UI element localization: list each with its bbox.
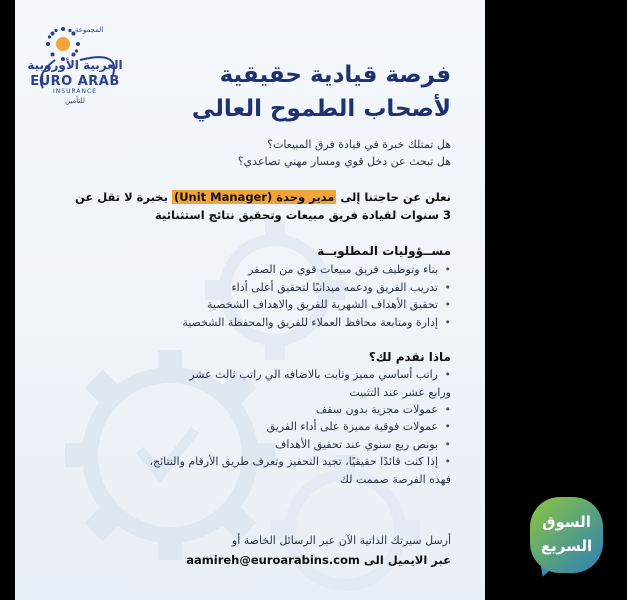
question-1: هل تمتلك خبرة في قيادة فرق المبيعات؟ — [267, 138, 451, 151]
bullet-icon: • — [444, 298, 451, 311]
announcement-part-1: نعلن عن حاجتنا إلى — [340, 190, 451, 204]
announcement-line-2: 3 سنوات لقيادة فريق مبيعات وتحقيق نتائج استثنائية — [155, 208, 451, 222]
announcement-line-1 — [75, 190, 451, 204]
logo-arabic-name: العربية الأوروبية — [27, 58, 123, 72]
bullet-icon: • — [444, 402, 451, 416]
list-item-text: إدارة ومتابعة محافظ العملاء للفريق والمحفظة الشخصية — [182, 315, 438, 329]
list-item — [182, 279, 451, 297]
list-item-text: ورابع عشر عند التثبيت — [349, 385, 451, 399]
footer-email-line: عبر الايميل الى aamireh@euroarabins.com — [186, 553, 451, 567]
list-item — [149, 418, 451, 436]
list-item-text: عمولات فوقية مميزة على أداء الفريق — [266, 420, 438, 433]
headline-line-1: فرصة قيادية حقيقية — [219, 62, 451, 88]
euro-arab-logo — [25, 12, 125, 122]
list-item-continuation — [149, 384, 451, 401]
job-poster — [15, 0, 485, 600]
list-item-text: بونص ربع سنوي عند تحقيق الأهداف — [274, 437, 438, 451]
list-item-text: راتب أساسي مميز وثابت بالاضافه الي راتب ثالث عشر — [189, 368, 438, 381]
bullet-icon: • — [444, 437, 451, 451]
list-item — [149, 366, 451, 384]
responsibilities-list — [182, 261, 451, 331]
headline-line-2: لأصحاب الطموح العالي — [191, 96, 451, 122]
badge-bubble — [530, 497, 603, 573]
offer-heading: ماذا نقدم لك؟ — [368, 350, 451, 364]
list-item — [149, 453, 451, 471]
bullet-icon: • — [444, 263, 451, 276]
logo-arabic-sub: للتأمين — [65, 97, 85, 105]
logo-group-text: المجموعة — [75, 26, 104, 34]
list-item-text: تحقيق الأهداف الشهرية للفريق والاهداف الشخصية — [207, 298, 438, 311]
list-item-text: إذا كنت قائدًا حقيقيًا، تجيد التحفيز وتعرف طريق الأرقام والنتائج، — [149, 455, 438, 468]
list-item-text: تدريب الفريق ودعمه ميدانيًا لتحقيق أعلى أداء — [231, 280, 438, 294]
logo-insurance-text: INSURANCE — [53, 88, 97, 95]
responsibilities-heading: مســؤوليات المطلوبــة — [317, 244, 451, 258]
list-item — [182, 296, 451, 314]
bullet-icon: • — [444, 280, 451, 294]
list-item-text: بناء وتوظيف فريق مبيعات قوي من الصفر — [248, 263, 438, 276]
offer-list — [149, 366, 451, 488]
list-item — [182, 314, 451, 332]
badge-line-2: السريع — [540, 537, 593, 555]
souq-badge-logo — [530, 497, 603, 579]
list-item-text: عمولات مجزية بدون سقف — [315, 402, 438, 416]
question-2: هل تبحث عن دخل قوي ومسار مهني تصاعدي؟ — [237, 155, 451, 168]
bullet-icon: • — [444, 315, 451, 329]
list-item — [182, 261, 451, 279]
list-item — [149, 436, 451, 454]
job-title-highlight: مدير وحدة (Unit Manager) — [173, 190, 335, 204]
logo-english-name: EURO ARAB — [30, 74, 120, 89]
list-item-continuation — [149, 471, 451, 488]
announcement-part-2: بخبرة لا تقل عن — [75, 190, 168, 204]
list-item — [149, 401, 451, 419]
bullet-icon: • — [444, 455, 451, 468]
bullet-icon: • — [444, 420, 451, 433]
footer-line-1: أرسل سيرتك الذاتية الآن عبر الرسائل الخاصة أو — [231, 534, 451, 547]
bullet-icon: • — [444, 368, 451, 381]
badge-line-1: السوق — [542, 513, 591, 531]
list-item-text: فهذه الفرصة صممت لك — [339, 472, 451, 486]
